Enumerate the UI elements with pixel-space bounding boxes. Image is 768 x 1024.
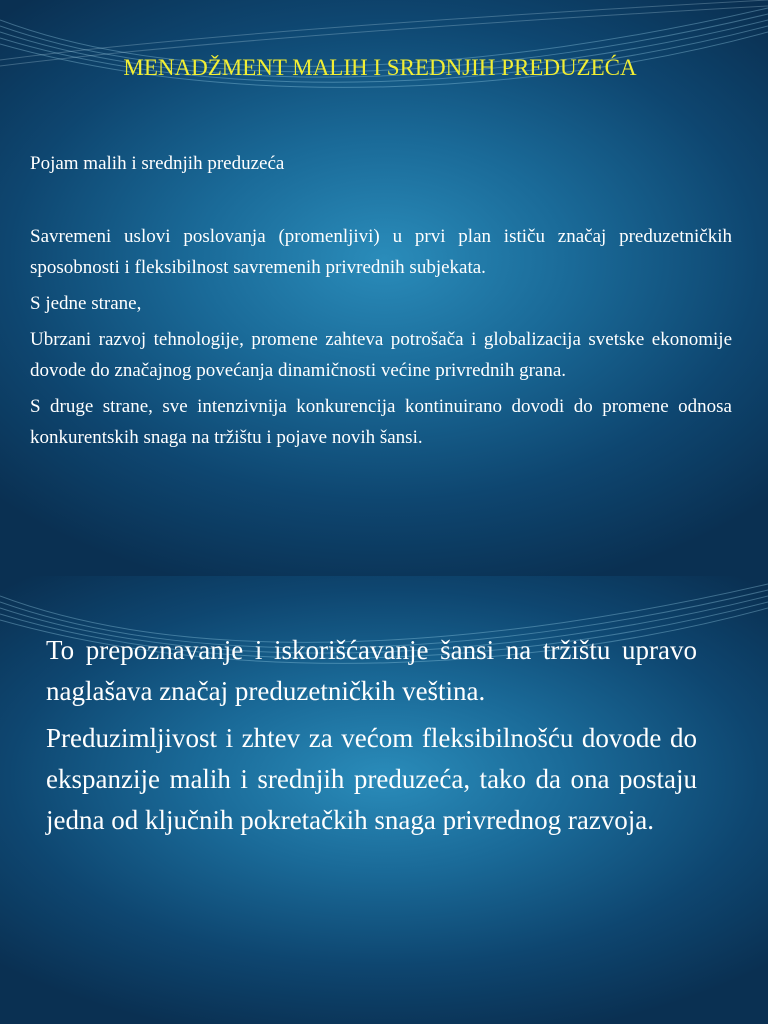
paragraph: Preduzimljivost i zhtev za većom fleksibilnošću dovode do ekspanzije malih i srednjih preduzeća, tako da ona postaju jedna od ključnih pokretačkih snaga privrednog razvoja. — [46, 723, 697, 835]
paragraph: S jedne strane, — [30, 293, 142, 314]
slide-body — [46, 630, 697, 847]
paragraph: Ubrzani razvoj tehnologije, promene zahteva potrošača i globalizacija svetske ekonomije dovode do značajnog povećanja dinamičnosti većine privrednih grana. — [30, 329, 732, 381]
paragraph: S druge strane, sve intenzivnija konkurencija kontinuirano dovodi do promene odnosa konkurentskih snaga na tržištu i pojave novih šansi. — [30, 396, 732, 448]
slide-subtitle: Pojam malih i srednjih preduzeća — [30, 153, 285, 174]
paragraph: Savremeni uslovi poslovanja (promenljivi) u prvi plan ističu značaj preduzetničkih sposobnosti i fleksibilnost savremenih privrednih subjekata. — [30, 226, 732, 278]
slide-2 — [0, 576, 768, 1024]
slide-body — [30, 221, 732, 458]
slide-title: MENADŽMENT MALIH I SREDNJIH PREDUZEĆA — [123, 55, 637, 80]
paragraph: To prepoznavanje i iskorišćavanje šansi na tržištu upravo naglašava značaj preduzetničkih veština. — [46, 635, 697, 706]
